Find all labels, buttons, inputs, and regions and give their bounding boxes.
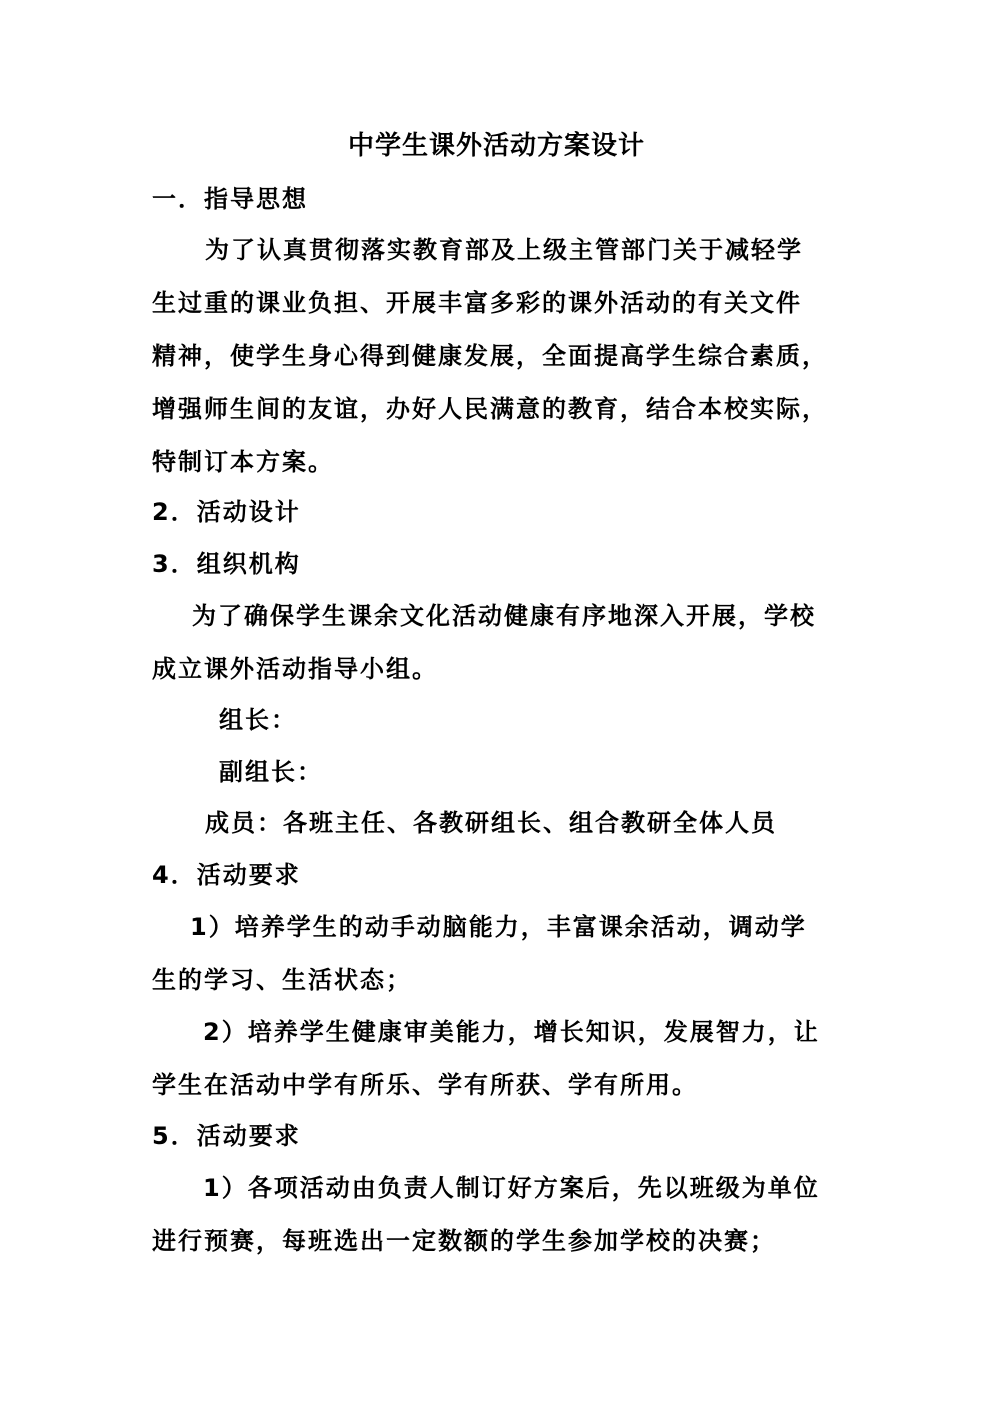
section1-para-line-4: 增强师生间的友谊，办好人民满意的教育，结合本校实际， — [152, 395, 828, 423]
section5-heading: 5．活动要求 — [152, 1122, 301, 1150]
section5-item-1-line-1: 1）各项活动由负责人制订好方案后，先以班级为单位 — [203, 1174, 820, 1202]
section1-para-line-5: 特制订本方案。 — [152, 448, 334, 476]
section3-para-line-2: 成立课外活动指导小组。 — [152, 655, 438, 683]
section4-heading: 4．活动要求 — [152, 861, 301, 889]
section2-heading: 2．活动设计 — [152, 498, 301, 526]
document-title: 中学生课外活动方案设计 — [347, 131, 645, 161]
section1-para-line-1: 为了认真贯彻落实教育部及上级主管部门关于减轻学 — [205, 236, 803, 264]
section4-item-1-line-1: 1）培养学生的动手动脑能力，丰富课余活动，调动学 — [190, 913, 807, 941]
section1-para-line-2: 生过重的课业负担、开展丰富多彩的课外活动的有关文件 — [152, 289, 802, 317]
section5-item-1-line-2: 进行预赛，每班选出一定数额的学生参加学校的决赛； — [152, 1227, 776, 1255]
section1-para-line-3: 精神，使学生身心得到健康发展，全面提高学生综合素质， — [152, 342, 828, 370]
section3-para-line-1: 为了确保学生课余文化活动健康有序地深入开展，学校 — [192, 602, 816, 630]
section3-heading: 3．组织机构 — [152, 550, 301, 578]
vice-leader-label: 副组长： — [219, 758, 323, 786]
members-line: 成员：各班主任、各教研组长、组合教研全体人员 — [205, 809, 777, 837]
section4-item-1-line-2: 生的学习、生活状态； — [152, 966, 412, 994]
section4-item-2-line-1: 2）培养学生健康审美能力，增长知识，发展智力，让 — [203, 1018, 820, 1046]
section1-heading: 一．指导思想 — [152, 185, 308, 213]
section4-item-2-line-2: 学生在活动中学有所乐、学有所获、学有所用。 — [152, 1071, 698, 1099]
leader-label: 组长： — [219, 706, 297, 734]
